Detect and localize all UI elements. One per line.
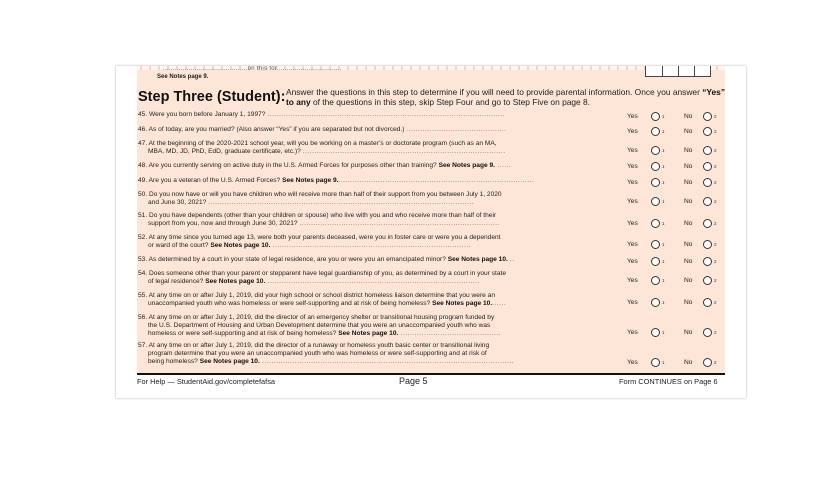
leader-dots: ............................................................................................................ [259,357,514,365]
leader-dots: ...................................................................................... [299,219,500,227]
no-radio[interactable] [703,146,712,155]
question-text: At any time since you turned age 13, were both your parents deceased, were you in foster care or were you a dependent [148,234,501,241]
no-label: No [684,163,693,170]
question-text: Were you born before January 1, 1997? [149,111,266,118]
answer-group-57 [625,359,725,368]
no-code: 2 [714,129,717,134]
question-48 [138,162,638,170]
question-text: At any time on or after July 1, 2019, did the director of an emergency shelter or transitional housing program funded by [148,314,495,321]
yes-label: Yes [627,147,638,154]
no-radio[interactable] [703,162,712,171]
yes-label: Yes [627,128,638,135]
yes-code: 1 [662,300,665,305]
no-code: 2 [714,360,717,365]
leader-dots: ...................................................................................................... [267,111,506,118]
no-code: 2 [714,242,717,247]
no-label: No [684,147,693,154]
notes-reference: See Notes page 10. [447,256,508,263]
leader-dots: ..................................................................................... [270,241,471,249]
yes-label: Yes [627,329,638,336]
yes-radio[interactable] [651,146,660,155]
no-radio[interactable] [703,219,712,228]
question-text: Do you now have or will you have children who will receive more than half of their support from you between July 1, 2020 [149,191,502,198]
no-code: 2 [714,221,717,226]
notes-reference: See Notes page 10. [432,299,493,307]
fafsa-form-page [116,66,746,398]
no-code: 2 [714,199,717,204]
question-text: Does someone other than your parent or stepparent have legal guardianship of you, as determined by a court in your state [149,270,507,277]
question-number: 48. [138,162,148,169]
leader-dots: ........................................................................................... [265,277,480,285]
no-label: No [684,198,693,205]
question-number: 53. [138,256,148,263]
no-label: No [684,329,693,336]
yes-radio[interactable] [651,162,660,171]
answer-group-51 [625,220,725,229]
yes-radio[interactable] [651,127,660,136]
question-number: 46. [138,126,148,133]
leader-dots: ....................................................................................... [302,147,506,155]
question-text: Are you a veteran of the U.S. Armed Forces? [148,177,281,184]
yes-label: Yes [627,299,638,306]
yes-code: 1 [662,199,665,204]
question-number: 55. [138,292,148,299]
yes-radio[interactable] [651,197,660,206]
question-number: 50. [138,191,148,198]
yes-radio[interactable] [651,178,660,187]
leader-dots: ...... [495,162,512,169]
question-text: At any time on or after July 1, 2019, did the director of a runaway or homeless youth basic center or transitional living [148,342,490,349]
yes-code: 1 [662,360,665,365]
step-three-heading: Step Three (Student): [138,89,286,105]
instruction-emphasis: “Yes” to any [286,87,726,107]
yes-radio[interactable] [651,358,660,367]
no-code: 2 [714,164,717,169]
yes-code: 1 [662,259,665,264]
yes-radio[interactable] [651,328,660,337]
question-text: MBA, MD, JD, PhD, EdD, graduate certificate, etc.)? [148,147,301,155]
no-radio[interactable] [703,178,712,187]
question-45 [138,111,638,119]
no-label: No [684,277,693,284]
yes-code: 1 [662,278,665,283]
answer-group-52 [625,241,725,250]
no-radio[interactable] [703,358,712,367]
yes-code: 1 [662,114,665,119]
leader-dots: ...... [492,299,507,307]
question-text: homeless or were self-supporting and at risk of being homeless? [148,329,337,337]
no-code: 2 [714,259,717,264]
bottom-rule [137,373,725,375]
notes-reference: See Notes page 10. [205,277,266,285]
question-56 [138,314,638,337]
question-number: 45. [138,111,148,118]
yes-label: Yes [627,277,638,284]
question-47 [138,140,638,156]
yes-label: Yes [627,179,638,186]
question-number: 57. [138,342,148,349]
answer-group-47 [625,147,725,156]
no-radio[interactable] [703,112,712,121]
yes-code: 1 [662,242,665,247]
notes-reference: See Notes page 10. [338,329,399,337]
no-code: 2 [714,300,717,305]
answer-group-56 [625,329,725,338]
yes-code: 1 [662,180,665,185]
no-radio[interactable] [703,298,712,307]
yes-code: 1 [662,330,665,335]
notes-reference: See Notes page 10. [199,357,260,365]
instruction-text-start: Answer the questions in this step to determine if you will need to provide parental information. Once you answer [286,87,703,97]
question-number: 49. [138,177,148,184]
no-label: No [684,258,693,265]
no-radio[interactable] [703,197,712,206]
no-label: No [684,359,693,366]
help-footer: For Help — StudentAid.gov/completefafsa [137,377,276,386]
no-radio[interactable] [703,257,712,266]
question-text: and June 30, 2021? [148,198,207,206]
instruction-text-end: of the questions in this step, skip Step Four and go to Step Five on page 8. [310,97,591,107]
yes-label: Yes [627,359,638,366]
no-radio[interactable] [703,328,712,337]
question-number: 51. [138,212,148,219]
yes-label: Yes [627,220,638,227]
answer-group-45 [625,113,725,122]
page-number: Page 5 [399,376,428,386]
question-49 [138,177,638,185]
notes-reference: See Notes page 10. [210,241,271,249]
question-number: 52. [138,234,148,241]
answer-group-55 [625,299,725,308]
question-number: 56. [138,314,148,321]
question-text: Do you have dependents (other than your children or spouse) who live with you and who receive more than half of their [149,212,497,219]
question-number: 47. [138,140,148,147]
yes-label: Yes [627,163,638,170]
no-label: No [684,220,693,227]
answer-group-48 [625,163,725,172]
no-code: 2 [714,148,717,153]
no-label: No [684,113,693,120]
leader-dots: .. [507,256,515,263]
notes-reference: See Notes page 9. [438,162,495,169]
no-code: 2 [714,180,717,185]
yes-code: 1 [662,164,665,169]
question-51 [138,212,638,228]
question-text: the U.S. Department of Housing and Urban Development determine that you were an unaccompanied youth who was [148,321,491,329]
yes-radio[interactable] [651,240,660,249]
question-text: At the beginning of the 2020-2021 school year, will you be working on a master’s or doctorate program (such as an MA, [148,140,497,147]
yes-code: 1 [662,129,665,134]
answer-group-49 [625,179,725,188]
no-radio[interactable] [703,276,712,285]
no-code: 2 [714,330,717,335]
question-text: As of today, are you married? (Also answer “Yes” if you are separated but not divorced.) [148,126,405,133]
question-text: As determined by a court in your state of legal residence, are you or were you an emancipated minor? [148,256,446,263]
question-text: Are you currently serving on active duty in the U.S. Armed Forces for purposes other than training? [148,162,437,169]
yes-label: Yes [627,258,638,265]
question-text: program determine that you were an unaccompanied youth who was homeless or were self-supporting and at risk of [148,349,487,357]
question-text: At any time on or after July 1, 2019, did your high school or school district homeless liaison determine that you were an [148,292,495,299]
question-54 [138,270,638,286]
yes-radio[interactable] [651,112,660,121]
no-radio[interactable] [703,127,712,136]
cut-off-text: ...........................................on this for................................. [163,66,342,72]
yes-radio[interactable] [651,257,660,266]
no-code: 2 [714,114,717,119]
leader-dots: .................................................................................... [338,177,535,184]
question-53 [138,256,638,264]
question-text: being homeless? [148,357,198,365]
yes-code: 1 [662,148,665,153]
step-three-instructions [286,87,726,107]
leader-dots: .................................................................................................................. [208,198,474,206]
no-label: No [684,128,693,135]
question-text: or ward of the court? [148,241,209,249]
question-55 [138,292,638,308]
yes-radio[interactable] [651,219,660,228]
question-46 [138,126,638,134]
yes-code: 1 [662,221,665,226]
no-label: No [684,179,693,186]
answer-group-46 [625,128,725,137]
no-label: No [684,241,693,248]
yes-label: Yes [627,241,638,248]
yes-label: Yes [627,113,638,120]
leader-dots: ........................................... [406,126,507,133]
answer-group-50 [625,198,725,207]
yes-radio[interactable] [651,298,660,307]
question-57 [138,342,638,365]
question-52 [138,234,638,250]
question-text: of legal residence? [148,277,204,285]
question-text: unaccompanied youth who was homeless or were self-supporting and at risk of being homeless? [148,299,431,307]
notes-reference: See Notes page 9. [282,177,339,184]
answer-group-54 [625,277,725,286]
question-number: 54. [138,270,148,277]
answer-group-53 [625,258,725,267]
cut-off-previous-section [137,66,725,84]
no-radio[interactable] [703,240,712,249]
question-50 [138,191,638,207]
yes-radio[interactable] [651,276,660,285]
yes-label: Yes [627,198,638,205]
continues-footer: Form CONTINUES on Page 6 [619,377,718,386]
no-code: 2 [714,278,717,283]
leader-dots: ........................................... [398,329,501,337]
previous-notes-reference: See Notes page 9. [157,74,209,80]
digit-entry-boxes[interactable] [645,66,711,77]
question-text: support from you, now and through June 30, 2021? [148,219,298,227]
no-label: No [684,299,693,306]
